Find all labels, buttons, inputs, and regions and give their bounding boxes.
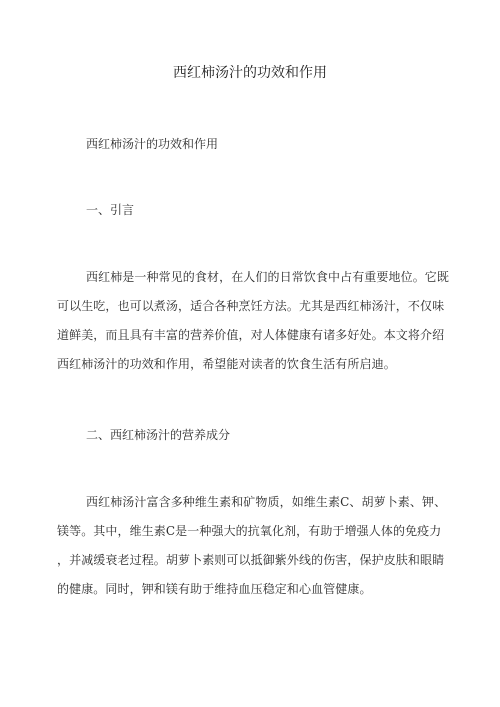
paragraph-line: 的健康。同时，钾和镁有助于维持血压稳定和心血管健康。	[57, 582, 372, 596]
section-body-intro	[57, 263, 450, 379]
paragraph-line: 可以生吃，也可以煮汤，适合各种烹饪方法。尤其是西红柿汤汁，不仅味	[57, 299, 445, 313]
document-subtitle: 西红柿汤汁的功效和作用	[86, 137, 219, 151]
section-body-nutrition	[57, 488, 447, 604]
paragraph-line: 道鲜美，而且具有丰富的营养价值，对人体健康有诸多好处。本文将介绍	[57, 328, 445, 342]
section-heading-nutrition: 二、西红柿汤汁的营养成分	[86, 428, 231, 442]
paragraph-line: 西红柿汤汁富含多种维生素和矿物质，如维生素C、胡萝卜素、钾、	[86, 495, 447, 509]
paragraph-line: 西红柿是一种常见的食材，在人们的日常饮食中占有重要地位。它既	[86, 270, 450, 284]
paragraph-line: 西红柿汤汁的功效和作用，希望能对读者的饮食生活有所启迪。	[57, 357, 396, 371]
document-title: 西红柿汤汁的功效和作用	[173, 65, 327, 81]
paragraph-line: ，并减缓衰老过程。胡萝卜素则可以抵御紫外线的伤害，保护皮肤和眼睛	[57, 553, 445, 567]
section-heading-intro: 一、引言	[86, 203, 135, 217]
paragraph-line: 镁等。其中，维生素C是一种强大的抗氧化剂，有助于增强人体的免疫力	[57, 524, 442, 538]
